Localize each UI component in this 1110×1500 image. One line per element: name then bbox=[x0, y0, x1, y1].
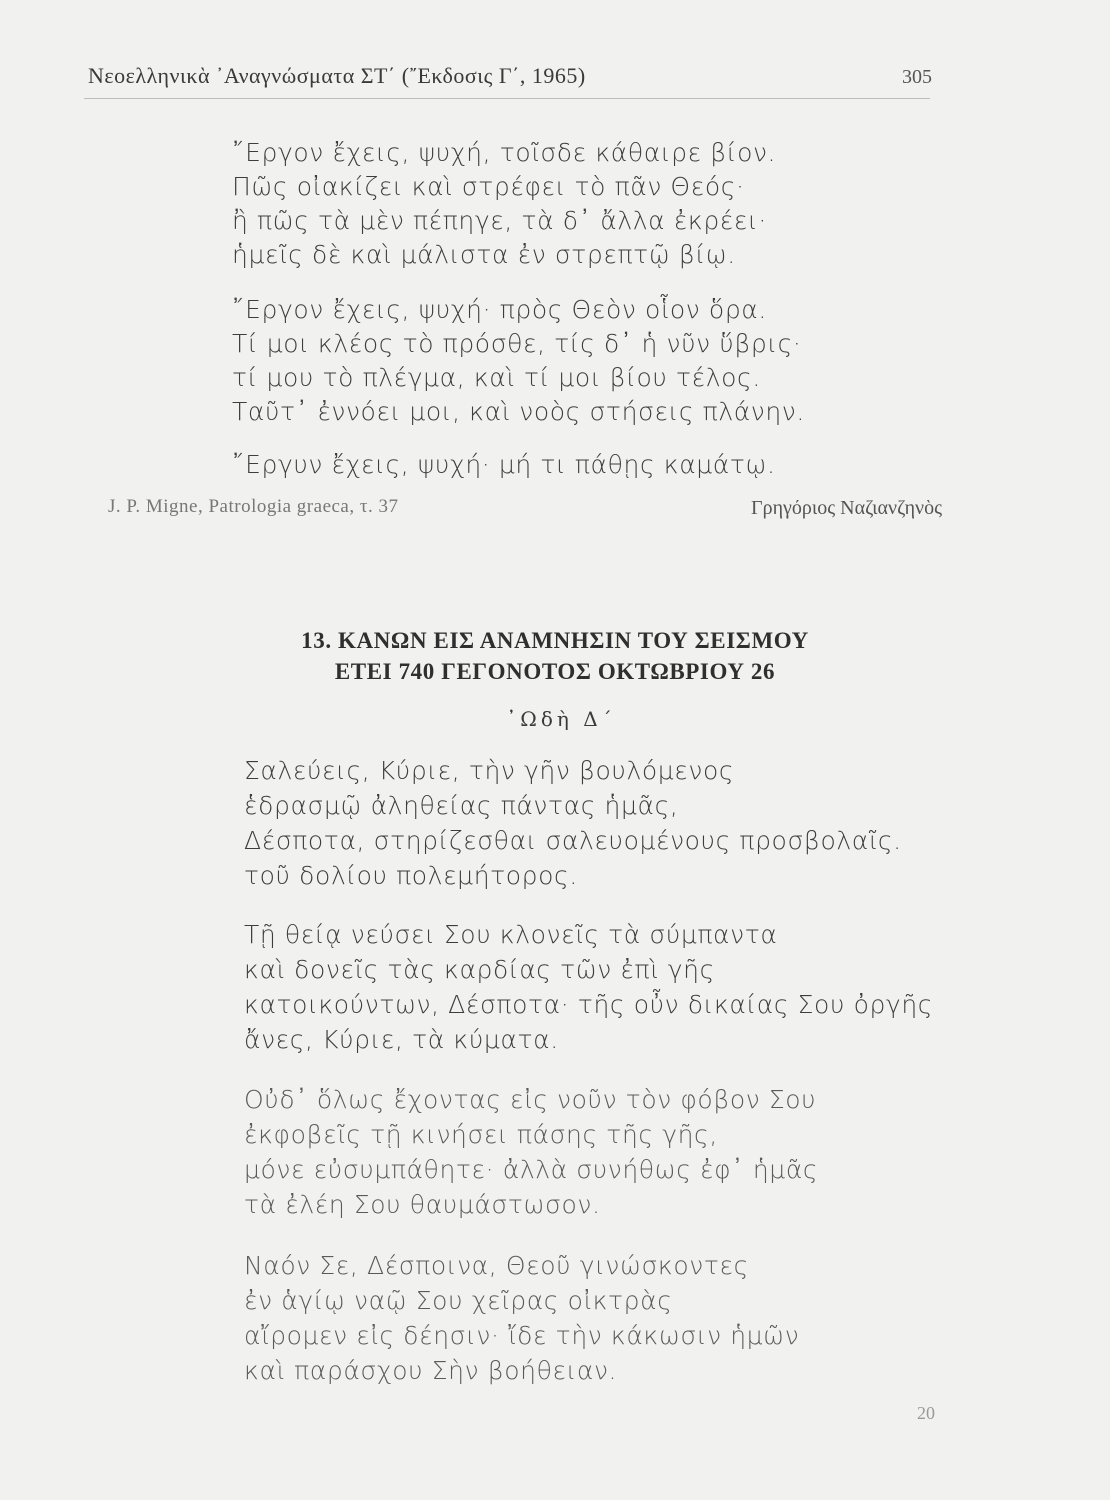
hymn-line: ἄνες, Κύριε, τὰ κύματα. bbox=[244, 1025, 559, 1054]
poem-line: Ταῦτ᾿ ἐννόει μοι, καὶ νοὸς στήσεις πλάνην. bbox=[232, 397, 805, 426]
section-title-line2: ΕΤΕΙ 740 ΓΕΓΟΝΟΤΟΣ ΟΚΤΩΒΡΙΟΥ 26 bbox=[334, 659, 776, 684]
hymn-line: ἐκφοβεῖς τῇ κινήσει πάσης τῆς γῆς, bbox=[244, 1120, 718, 1149]
poem-line: τί μου τὸ πλέγμα, καὶ τί μοι βίου τέλος. bbox=[232, 363, 761, 392]
poem-line: ῎Εργον ἔχεις, ψυχή· πρὸς Θεὸν οἷον ὅρα. bbox=[232, 295, 767, 324]
hymn-line: Τῇ θείᾳ νεύσει Σου κλονεῖς τὰ σύμπαντα bbox=[244, 920, 778, 949]
hymn-line: ἐν ἁγίῳ ναῷ Σου χεῖρας οἰκτρὰς bbox=[244, 1286, 673, 1315]
poem-line: Τί μοι κλέος τὸ πρόσθε, τίς δ᾿ ἡ νῦν ὕβρις· bbox=[232, 329, 802, 358]
hymn-line: Δέσποτα, στηρίζεσθαι σαλευομένους προσβολαῖς. bbox=[244, 826, 902, 855]
hymn-line: Οὐδ᾿ ὅλως ἔχοντας εἰς νοῦν τὸν φόβον Σου bbox=[244, 1085, 817, 1114]
hymn-line: Ναόν Σε, Δέσποινα, Θεοῦ γινώσκοντες bbox=[244, 1251, 749, 1280]
hymn-line: ἑδρασμῷ ἀληθείας πάντας ἡμᾶς, bbox=[244, 791, 679, 820]
hymn-line: τὰ ἐλέη Σου θαυμάστωσον. bbox=[244, 1190, 601, 1219]
running-head: Νεοελληνικὰ ᾿Αναγνώσματα ΣΤ΄ (῎Εκδοσις Γ΄, 1965) bbox=[88, 63, 586, 88]
poem-line: Πῶς οἰακίζει καὶ στρέφει τὸ πᾶν Θεός· bbox=[232, 172, 745, 201]
source-citation: J. P. Migne, Patrologia graeca, τ. 37 bbox=[108, 496, 399, 517]
hymn-line: αἴρομεν εἰς δέησιν· ἴδε τὴν κάκωσιν ἡμῶν bbox=[244, 1321, 800, 1350]
hymn-line: τοῦ δολίου πολεμήτορος. bbox=[244, 861, 578, 890]
hymn-line: μόνε εὐσυμπάθητε· ἀλλὰ συνήθως ἐφ᾿ ἡμᾶς bbox=[244, 1155, 819, 1184]
hymn-line: καὶ παράσχου Σὴν βοήθειαν. bbox=[244, 1356, 618, 1385]
poem-line: ῎Εργον ἔχεις, ψυχή, τοῖσδε κάθαιρε βίον. bbox=[232, 138, 777, 167]
poem-line: ἡμεῖς δὲ καὶ μάλιστα ἐν στρεπτῷ βίῳ. bbox=[232, 240, 736, 269]
hymn-line: καὶ δονεῖς τὰς καρδίας τῶν ἐπὶ γῆς bbox=[244, 955, 715, 984]
header-rule bbox=[84, 98, 930, 99]
poem-line: ἢ πῶς τὰ μὲν πέπηγε, τὰ δ᾿ ἄλλα ἐκρέει· bbox=[232, 206, 767, 235]
hymn-line: Σαλεύεις, Κύριε, τὴν γῆν βουλόμενος bbox=[244, 756, 735, 785]
author-attribution: Γρηγόριος Ναζιανζηνὸς bbox=[751, 497, 942, 519]
section-title-line1: 13. ΚΑΝΩΝ ΕΙΣ ΑΝΑΜΝΗΣΙΝ ΤΟΥ ΣΕΙΣΜΟΥ bbox=[301, 628, 809, 653]
signature-mark: 20 bbox=[917, 1403, 935, 1423]
ode-label: ᾿Ωδὴ Δ΄ bbox=[506, 707, 616, 731]
hymn-line: κατοικούντων, Δέσποτα· τῆς οὖν δικαίας Σου ὀργῆς bbox=[244, 990, 934, 1019]
page-number: 305 bbox=[902, 66, 932, 88]
poem-line: ῎Εργυν ἔχεις, ψυχή· μή τι πάθῃς καμάτῳ. bbox=[232, 450, 776, 479]
